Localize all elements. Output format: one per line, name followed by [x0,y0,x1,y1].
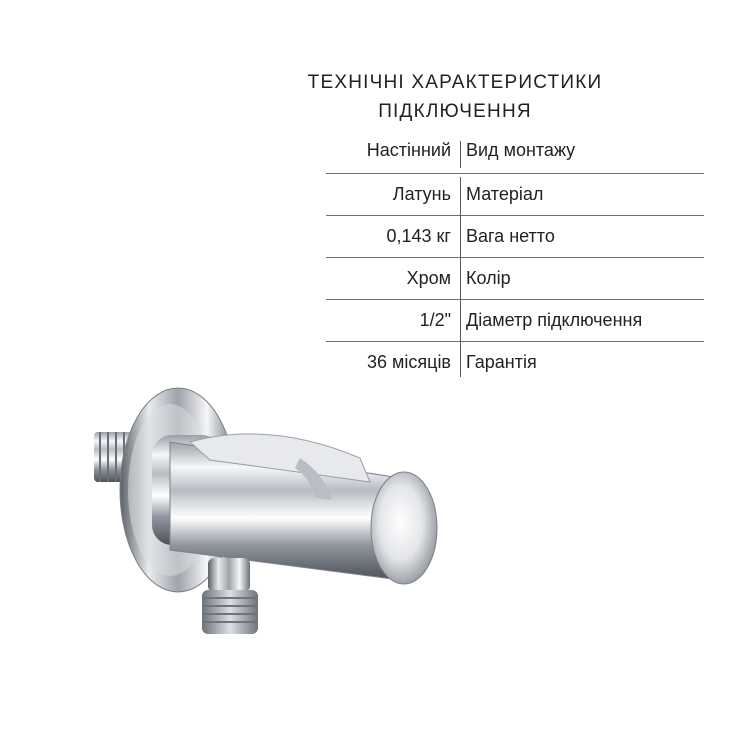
spec-value: 36 місяців [366,352,451,372]
spec-row [326,132,704,174]
column-divider [460,141,461,168]
outlet-thread [202,558,258,634]
spec-value: 1/2" [419,310,451,330]
spec-row [326,300,704,342]
spec-label: Вага нетто [466,226,555,246]
spec-label: Вид монтажу [466,140,576,160]
shower-wall-connector-image [70,380,450,640]
spec-value: Настінний [366,140,451,160]
end-cap [371,472,437,584]
spec-row [326,258,704,300]
spec-value: Хром [406,268,451,288]
spec-value: Латунь [392,184,451,204]
column-divider [460,177,461,377]
spec-row [326,342,704,383]
page-subtitle: ПІДКЛЮЧЕННЯ [378,101,532,122]
spec-row [326,216,704,258]
spec-label: Діаметр підключення [466,310,643,330]
spec-table [326,132,704,383]
spec-label: Колір [466,268,511,288]
spec-row [326,174,704,216]
spec-label: Гарантія [466,352,537,372]
spec-value: 0,143 кг [386,226,451,246]
spec-label: Матеріал [466,184,544,204]
page-title: ТЕХНІЧНІ ХАРАКТЕРИСТИКИ [307,72,603,93]
